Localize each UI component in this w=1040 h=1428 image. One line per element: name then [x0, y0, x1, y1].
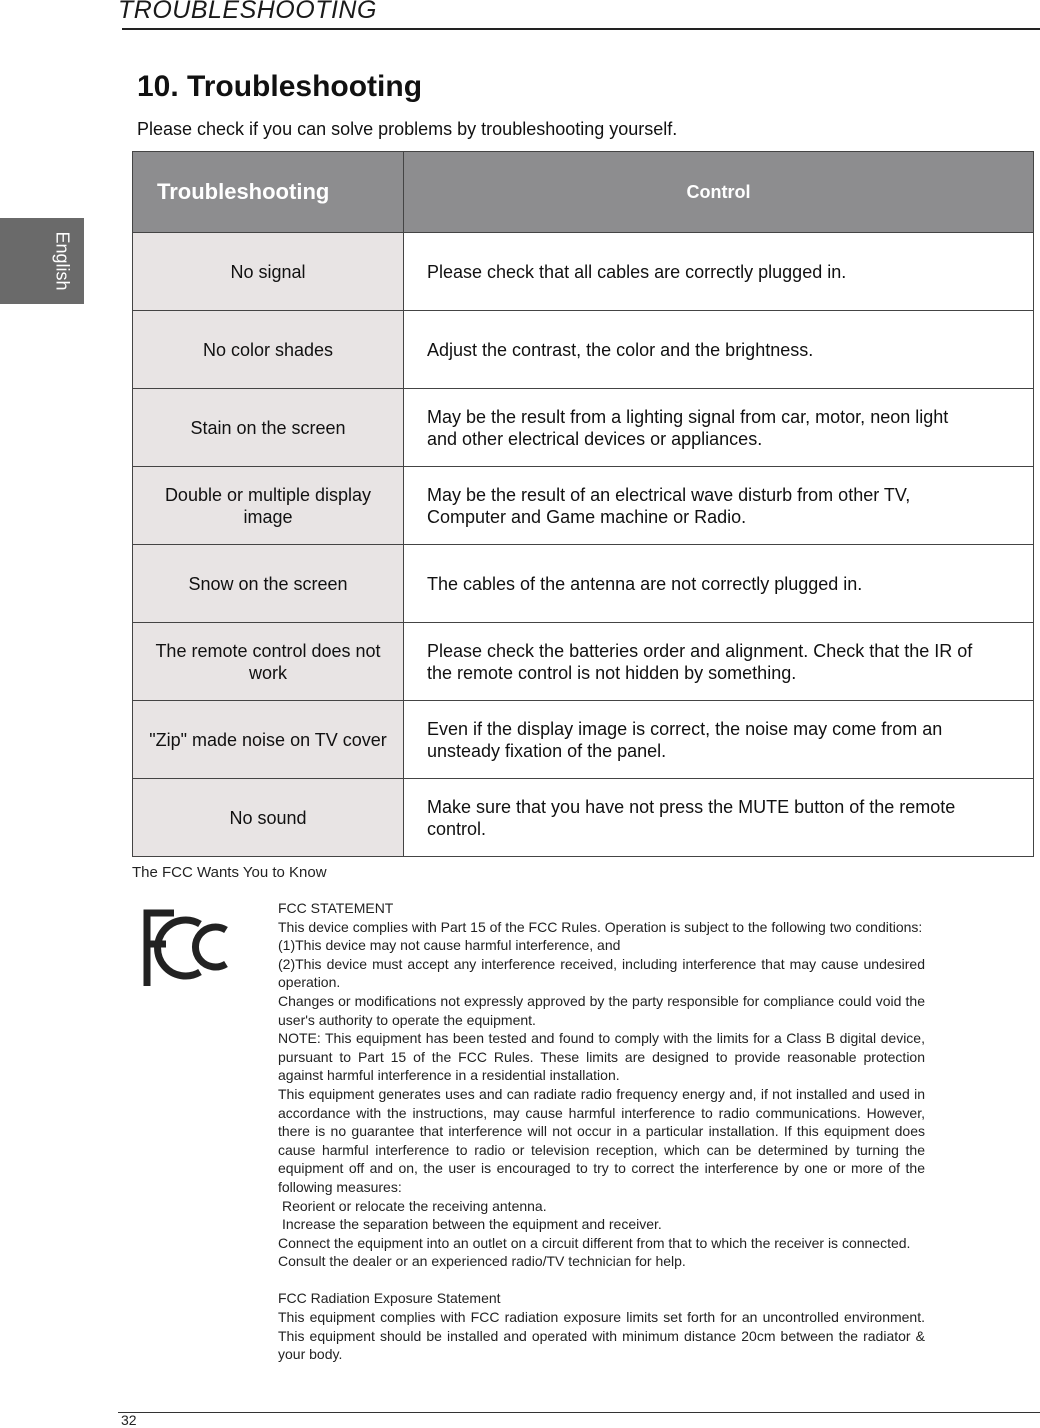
header-rule — [122, 28, 1040, 30]
solution-cell: Even if the display image is correct, the noise may come from an unsteady fixation of the panel. — [404, 701, 1034, 779]
fcc-paragraph: Changes or modifications not expressly approved by the party responsible for compliance could void the user's authority to operate the equipment. — [278, 992, 925, 1028]
fcc-note: NOTE: This equipment has been tested and found to comply with the limits for a Class B digital device, pursuant to Part 15 of the FCC Rules. These limits are designed to provide reasonable protection against harmful interference in a residential installation. — [278, 1030, 925, 1084]
table-row — [133, 389, 1034, 467]
problem-cell: "Zip" made noise on TV cover — [133, 701, 404, 779]
problem-cell: The remote control does not work — [133, 623, 404, 701]
fcc-condition-2: (2)This device must accept any interference received, including interference that may cause undesired operation. — [278, 955, 925, 991]
problem-cell: Snow on the screen — [133, 545, 404, 623]
fcc-paragraph: This device complies with Part 15 of the FCC Rules. Operation is subject to the following two conditions: — [278, 918, 923, 935]
solution-cell: May be the result from a lighting signal from car, motor, neon light and other electrical devices or appliances. — [404, 389, 1034, 467]
page-title: 10. Troubleshooting — [137, 70, 423, 103]
language-tab-label: English — [52, 231, 73, 291]
problem-cell: No sound — [133, 779, 404, 857]
column-header-control: Control — [404, 152, 1034, 233]
fcc-condition-1: (1)This device may not cause harmful interference, and — [278, 937, 621, 954]
intro-text: Please check if you can solve problems by troubleshooting yourself. — [137, 119, 678, 139]
column-header-troubleshooting: Troubleshooting — [133, 152, 404, 233]
problem-cell: No signal — [133, 233, 404, 311]
table-row — [133, 233, 1034, 311]
table-row — [133, 545, 1034, 623]
running-header: TROUBLESHOOTING — [118, 0, 377, 24]
troubleshooting-table — [132, 151, 1034, 857]
problem-cell: No color shades — [133, 311, 404, 389]
fcc-statement — [278, 899, 925, 1364]
solution-cell: Adjust the contrast, the color and the brightness. — [404, 311, 1034, 389]
problem-cell: Stain on the screen — [133, 389, 404, 467]
fcc-heading: The FCC Wants You to Know — [132, 864, 327, 881]
fcc-measure: Increase the separation between the equipment and receiver. — [282, 1216, 662, 1233]
fcc-radiation-text: This equipment complies with FCC radiation exposure limits set forth for an uncontrolled environment. This equipment should be installed and operated with minimum distance 20cm between the radiator & your body. — [278, 1309, 925, 1363]
table-row — [133, 623, 1034, 701]
solution-cell: The cables of the antenna are not correctly plugged in. — [404, 545, 1034, 623]
fcc-logo-icon — [140, 906, 242, 988]
table-row — [133, 701, 1034, 779]
fcc-statement-title: FCC STATEMENT — [278, 900, 394, 916]
page-number: 32 — [121, 1412, 137, 1428]
language-tab — [0, 218, 84, 304]
footer-rule — [118, 1412, 1040, 1413]
fcc-paragraph: This equipment generates uses and can radiate radio frequency energy and, if not installed and used in accordance with the instructions, may cause harmful interference to radio communications. However, there is no guarantee that interference will not occur in a particular installation. If this equipment does cause harmful interference to radio or television reception, which can be determined by turning the equipment off and on, the user is encouraged to try to correct the interference by one or more of the following measures: — [278, 1085, 925, 1195]
solution-cell: Make sure that you have not press the MUTE button of the remote control. — [404, 779, 1034, 857]
solution-cell: Please check that all cables are correctly plugged in. — [404, 233, 1034, 311]
table-row — [133, 311, 1034, 389]
fcc-paragraph: Connect the equipment into an outlet on a circuit different from that to which the receiver is connected. — [278, 1234, 911, 1251]
table-row — [133, 467, 1034, 545]
solution-cell: Please check the batteries order and alignment. Check that the IR of the remote control is not hidden by something. — [404, 623, 1034, 701]
table-row — [133, 779, 1034, 857]
solution-cell: May be the result of an electrical wave disturb from other TV, Computer and Game machine or Radio. — [404, 467, 1034, 545]
fcc-paragraph: Consult the dealer or an experienced radio/TV technician for help. — [278, 1253, 686, 1270]
problem-cell: Double or multiple display image — [133, 467, 404, 545]
fcc-radiation-title: FCC Radiation Exposure Statement — [278, 1290, 501, 1307]
table-header-row — [133, 152, 1034, 233]
fcc-measure: Reorient or relocate the receiving antenna. — [282, 1197, 547, 1214]
